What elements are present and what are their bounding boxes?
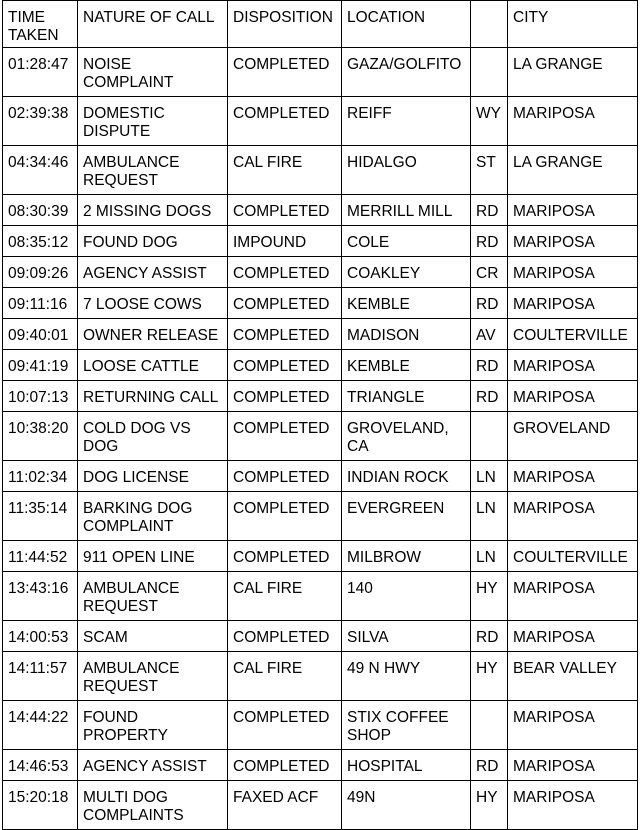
cell-nature-of-call: 911 OPEN LINE (78, 541, 228, 572)
table-row (3, 750, 638, 781)
cell-nature-of-call: AMBULANCE REQUEST (78, 652, 228, 701)
table-row (3, 572, 638, 621)
cell-city: MARIPOSA (508, 195, 638, 226)
cell-suffix: AV (471, 319, 508, 350)
cell-disposition: COMPLETED (228, 257, 342, 288)
cell-disposition: CAL FIRE (228, 146, 342, 195)
cell-time-taken: 14:44:22 (3, 701, 78, 750)
cell-city: MARIPOSA (508, 750, 638, 781)
cell-location: 49 N HWY (342, 652, 471, 701)
cell-disposition: COMPLETED (228, 412, 342, 461)
cell-nature-of-call: AMBULANCE REQUEST (78, 572, 228, 621)
cell-location: HIDALGO (342, 146, 471, 195)
cell-nature-of-call: DOG LICENSE (78, 461, 228, 492)
cell-disposition: COMPLETED (228, 621, 342, 652)
cell-nature-of-call: AGENCY ASSIST (78, 750, 228, 781)
cell-time-taken: 10:07:13 (3, 381, 78, 412)
cell-time-taken: 09:11:16 (3, 288, 78, 319)
cell-time-taken: 08:35:12 (3, 226, 78, 257)
cell-location: TRIANGLE (342, 381, 471, 412)
cell-nature-of-call: COLD DOG VS DOG (78, 412, 228, 461)
cell-time-taken: 09:41:19 (3, 350, 78, 381)
cell-time-taken: 09:40:01 (3, 319, 78, 350)
cell-city: MARIPOSA (508, 350, 638, 381)
cell-time-taken: 02:39:38 (3, 97, 78, 146)
cell-city: MARIPOSA (508, 701, 638, 750)
cell-suffix: HY (471, 572, 508, 621)
cell-disposition: COMPLETED (228, 492, 342, 541)
cell-time-taken: 11:35:14 (3, 492, 78, 541)
cell-nature-of-call: FOUND PROPERTY (78, 701, 228, 750)
cell-suffix: ST (471, 146, 508, 195)
cell-nature-of-call: DOMESTIC DISPUTE (78, 97, 228, 146)
cell-location: REIFF (342, 97, 471, 146)
header-disposition: DISPOSITION (228, 1, 342, 48)
table-row (3, 781, 638, 830)
cell-location: MADISON (342, 319, 471, 350)
table-row (3, 461, 638, 492)
cell-city: GROVELAND (508, 412, 638, 461)
cell-disposition: IMPOUND (228, 226, 342, 257)
cell-suffix: RD (471, 288, 508, 319)
cell-city: MARIPOSA (508, 288, 638, 319)
table-row (3, 350, 638, 381)
cell-city: LA GRANGE (508, 146, 638, 195)
table-row (3, 412, 638, 461)
header-city: CITY (508, 1, 638, 48)
cell-location: COLE (342, 226, 471, 257)
cell-time-taken: 14:00:53 (3, 621, 78, 652)
table-body (3, 48, 638, 830)
cell-suffix: RD (471, 195, 508, 226)
cell-city: COULTERVILLE (508, 319, 638, 350)
cell-time-taken: 14:11:57 (3, 652, 78, 701)
cell-disposition: COMPLETED (228, 541, 342, 572)
cell-suffix: HY (471, 652, 508, 701)
cell-nature-of-call: 2 MISSING DOGS (78, 195, 228, 226)
cell-city: MARIPOSA (508, 781, 638, 830)
cell-nature-of-call: RETURNING CALL (78, 381, 228, 412)
cell-disposition: COMPLETED (228, 319, 342, 350)
cell-city: COULTERVILLE (508, 541, 638, 572)
cell-location: INDIAN ROCK (342, 461, 471, 492)
cell-location: MERRILL MILL (342, 195, 471, 226)
cell-nature-of-call: BARKING DOG COMPLAINT (78, 492, 228, 541)
table-row (3, 381, 638, 412)
cell-suffix: CR (471, 257, 508, 288)
cell-suffix: RD (471, 621, 508, 652)
cell-disposition: COMPLETED (228, 195, 342, 226)
table-row (3, 621, 638, 652)
cell-time-taken: 09:09:26 (3, 257, 78, 288)
cell-city: MARIPOSA (508, 492, 638, 541)
cell-time-taken: 13:43:16 (3, 572, 78, 621)
cell-nature-of-call: FOUND DOG (78, 226, 228, 257)
cell-disposition: CAL FIRE (228, 652, 342, 701)
table-row (3, 48, 638, 97)
cell-location: GAZA/GOLFITO (342, 48, 471, 97)
cell-location: GROVELAND, CA (342, 412, 471, 461)
cell-location: KEMBLE (342, 288, 471, 319)
cell-location: SILVA (342, 621, 471, 652)
call-log-table (2, 0, 638, 830)
cell-suffix: LN (471, 541, 508, 572)
cell-city: MARIPOSA (508, 226, 638, 257)
cell-suffix: WY (471, 97, 508, 146)
table-row (3, 257, 638, 288)
table-row (3, 541, 638, 572)
cell-time-taken: 04:34:46 (3, 146, 78, 195)
cell-disposition: COMPLETED (228, 461, 342, 492)
cell-suffix: LN (471, 461, 508, 492)
cell-time-taken: 10:38:20 (3, 412, 78, 461)
cell-time-taken: 08:30:39 (3, 195, 78, 226)
cell-city: MARIPOSA (508, 572, 638, 621)
cell-location: COAKLEY (342, 257, 471, 288)
cell-suffix (471, 701, 508, 750)
cell-disposition: COMPLETED (228, 97, 342, 146)
cell-nature-of-call: MULTI DOG COMPLAINTS (78, 781, 228, 830)
cell-disposition: COMPLETED (228, 701, 342, 750)
cell-location: 49N (342, 781, 471, 830)
cell-disposition: FAXED ACF (228, 781, 342, 830)
cell-disposition: COMPLETED (228, 381, 342, 412)
cell-nature-of-call: 7 LOOSE COWS (78, 288, 228, 319)
cell-disposition: CAL FIRE (228, 572, 342, 621)
header-time-taken: TIME TAKEN (3, 1, 78, 48)
table-row (3, 492, 638, 541)
cell-suffix (471, 412, 508, 461)
header-suffix (471, 1, 508, 48)
cell-city: MARIPOSA (508, 621, 638, 652)
cell-time-taken: 11:44:52 (3, 541, 78, 572)
cell-suffix: LN (471, 492, 508, 541)
cell-nature-of-call: NOISE COMPLAINT (78, 48, 228, 97)
cell-city: MARIPOSA (508, 257, 638, 288)
cell-nature-of-call: AGENCY ASSIST (78, 257, 228, 288)
table-row (3, 146, 638, 195)
cell-suffix: RD (471, 350, 508, 381)
cell-nature-of-call: LOOSE CATTLE (78, 350, 228, 381)
cell-disposition: COMPLETED (228, 48, 342, 97)
cell-location: HOSPITAL (342, 750, 471, 781)
cell-location: KEMBLE (342, 350, 471, 381)
cell-suffix: RD (471, 381, 508, 412)
table-row (3, 701, 638, 750)
cell-time-taken: 01:28:47 (3, 48, 78, 97)
table-row (3, 319, 638, 350)
cell-city: MARIPOSA (508, 97, 638, 146)
table-header-row (3, 1, 638, 48)
cell-city: LA GRANGE (508, 48, 638, 97)
cell-time-taken: 15:20:18 (3, 781, 78, 830)
cell-location: 140 (342, 572, 471, 621)
cell-suffix (471, 48, 508, 97)
cell-disposition: COMPLETED (228, 750, 342, 781)
cell-nature-of-call: AMBULANCE REQUEST (78, 146, 228, 195)
table-row (3, 97, 638, 146)
cell-city: BEAR VALLEY (508, 652, 638, 701)
table-row (3, 195, 638, 226)
cell-suffix: HY (471, 781, 508, 830)
cell-disposition: COMPLETED (228, 350, 342, 381)
cell-time-taken: 11:02:34 (3, 461, 78, 492)
cell-city: MARIPOSA (508, 461, 638, 492)
cell-location: MILBROW (342, 541, 471, 572)
header-location: LOCATION (342, 1, 471, 48)
cell-disposition: COMPLETED (228, 288, 342, 319)
cell-suffix: RD (471, 226, 508, 257)
cell-city: MARIPOSA (508, 381, 638, 412)
cell-nature-of-call: SCAM (78, 621, 228, 652)
cell-nature-of-call: OWNER RELEASE (78, 319, 228, 350)
cell-location: STIX COFFEE SHOP (342, 701, 471, 750)
cell-location: EVERGREEN (342, 492, 471, 541)
header-nature-of-call: NATURE OF CALL (78, 1, 228, 48)
cell-suffix: RD (471, 750, 508, 781)
table-row (3, 226, 638, 257)
cell-time-taken: 14:46:53 (3, 750, 78, 781)
table-row (3, 652, 638, 701)
table-row (3, 288, 638, 319)
